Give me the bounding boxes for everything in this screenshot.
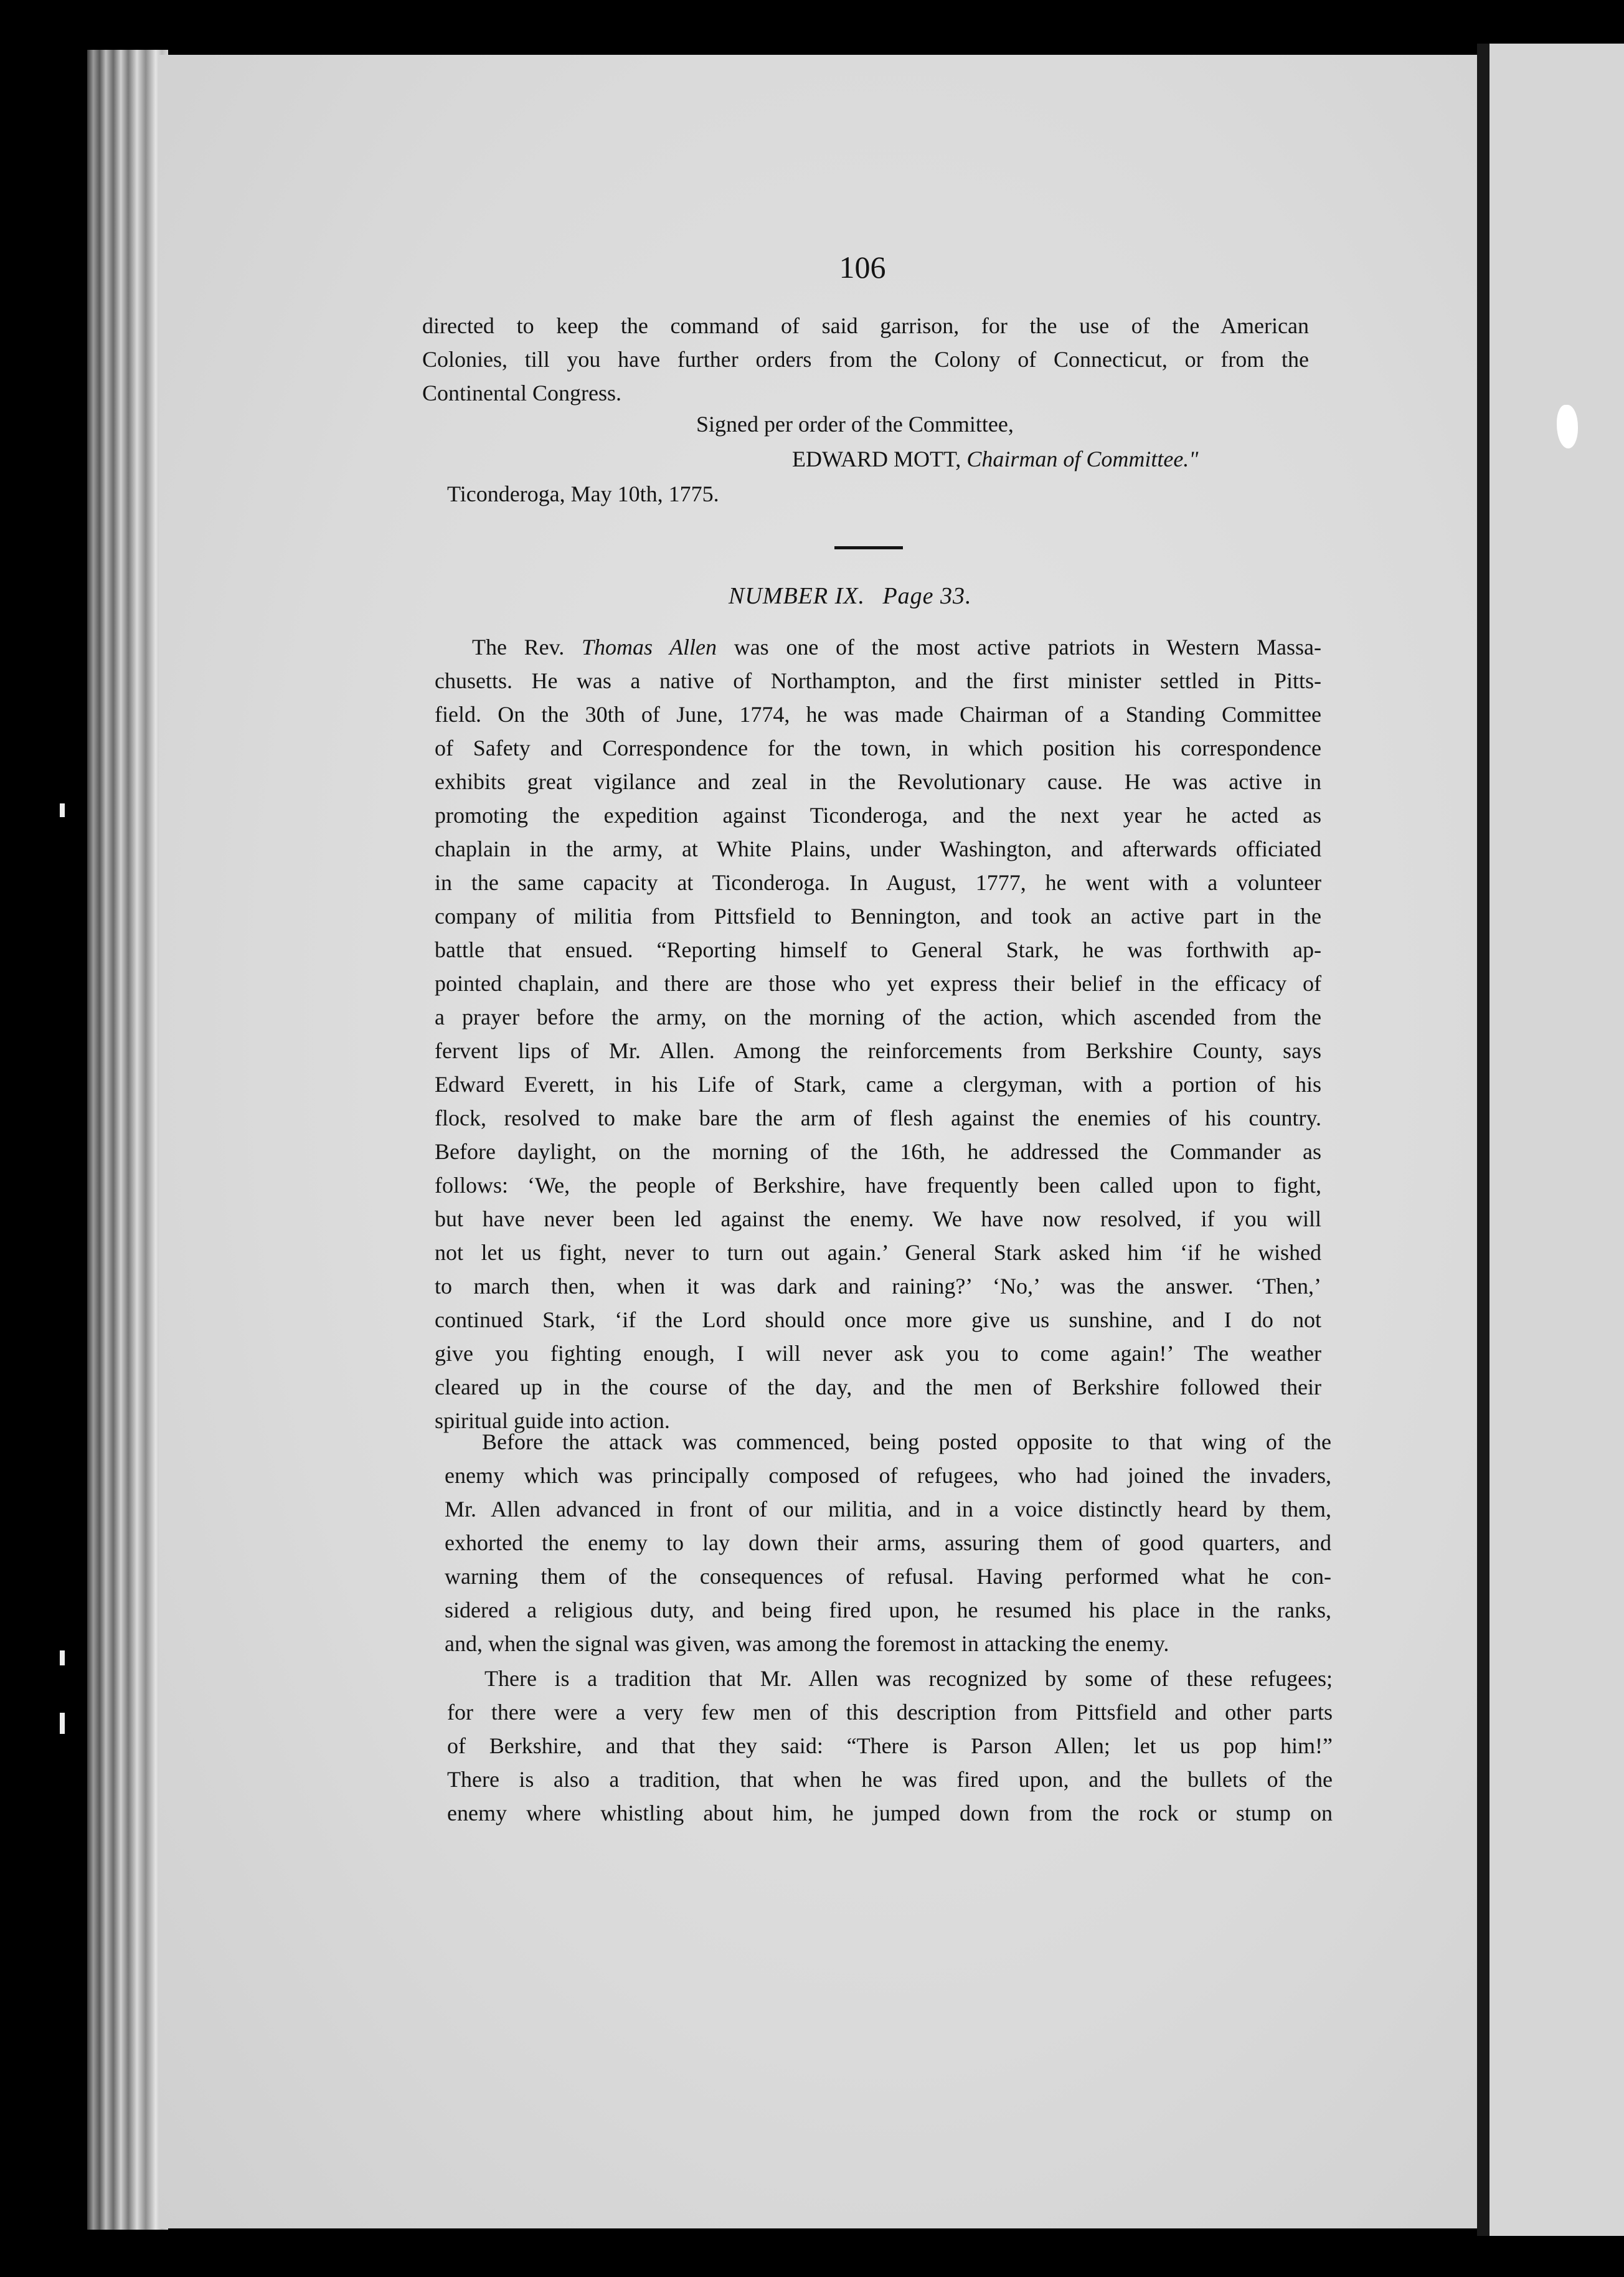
text-segment: fervent lips of Mr. Allen. Among the reinforcements from Berkshire County, says <box>435 1038 1321 1063</box>
text-line <box>435 1101 1321 1135</box>
text-line: enemy where whistling about him, he jumped down from the rock or stump on <box>447 1801 1333 1825</box>
text-line <box>435 1269 1321 1303</box>
text-segment: follows: ‘We, the people of Berkshire, have frequently been called upon to fight, <box>435 1173 1321 1198</box>
opening-text <box>422 309 1309 410</box>
text-segment: promoting the expedition against Ticonderoga, and the next year he acted as <box>435 803 1321 828</box>
text-segment: Before daylight, on the morning of the 16th, he addressed the Commander as <box>435 1139 1321 1164</box>
text-line <box>435 1135 1321 1168</box>
scan-speck <box>60 803 65 817</box>
text-line <box>435 731 1321 765</box>
text-segment: to march then, when it was dark and raining?’ ‘No,’ was the answer. ‘Then,’ <box>435 1274 1321 1299</box>
text-line <box>435 832 1321 866</box>
text-line: There is a tradition that Mr. Allen was recognized by some of these refugees; <box>484 1666 1333 1691</box>
text-segment: chaplain in the army, at White Plains, under Washington, and afterwards officiated <box>435 836 1321 861</box>
text-segment: battle that ensued. “Reporting himself to General Stark, he was forthwith ap- <box>435 937 1321 962</box>
paragraph-2 <box>445 1425 1331 1660</box>
text-line: for there were a very few men of this description from Pittsfield and other parts <box>447 1700 1333 1725</box>
scan-speck <box>60 1650 65 1665</box>
section-rule <box>834 546 903 549</box>
text-line: Mr. Allen advanced in front of our militia, and in a voice distinctly heard by them, <box>445 1497 1331 1522</box>
section-heading <box>729 582 972 610</box>
text-segment: in the same capacity at Ticonderoga. In August, 1777, he went with a volunteer <box>435 870 1321 895</box>
text-line: of Berkshire, and that they said: “There is Parson Allen; let us pop him!” <box>447 1733 1333 1758</box>
text-line <box>435 866 1321 899</box>
text-line <box>435 630 1321 664</box>
text-line <box>435 967 1321 1000</box>
text-line <box>435 765 1321 798</box>
text-line <box>435 1337 1321 1370</box>
text-segment: flock, resolved to make bare the arm of flesh against the enemies of his country. <box>435 1105 1321 1130</box>
scan-speck <box>1557 405 1578 448</box>
text-line: Colonies, till you have further orders from the Colony of Connecticut, or from the <box>422 347 1309 372</box>
text-line: There is also a tradition, that when he was fired upon, and the bullets of the <box>447 1767 1333 1792</box>
text-segment: field. On the 30th of June, 1774, he was made Chairman of a Standing Committee <box>435 702 1321 727</box>
text-segment: not let us fight, never to turn out again.’ General Stark asked him ‘if he wished <box>435 1240 1321 1265</box>
text-segment: but have never been led against the enemy. We have now resolved, if you will <box>435 1206 1321 1231</box>
text-line: directed to keep the command of said garrison, for the use of the American <box>422 313 1309 338</box>
text-line <box>435 1034 1321 1067</box>
text-line <box>435 1168 1321 1202</box>
signature-line <box>792 446 1198 472</box>
text-line <box>435 1370 1321 1404</box>
signatory-title: Chairman of Committee." <box>966 447 1199 471</box>
text-line <box>435 798 1321 832</box>
text-segment: pointed chaplain, and there are those who yet express their belief in the efficacy of <box>435 971 1321 996</box>
text-segment: company of militia from Pittsfield to Bennington, and took an active part in the <box>435 904 1321 929</box>
signatory-name: EDWARD MOTT, <box>792 447 961 471</box>
text-line <box>435 933 1321 967</box>
text-line: Continental Congress. <box>422 381 621 405</box>
text-line: warning them of the consequences of refusal. Having performed what he con- <box>445 1564 1331 1589</box>
place-date: Ticonderoga, May 10th, 1775. <box>447 481 719 506</box>
text-line <box>435 1000 1321 1034</box>
scan-speck <box>60 1713 65 1734</box>
text-line: Before the attack was commenced, being posted opposite to that wing of the <box>482 1429 1331 1454</box>
text-line: enemy which was principally composed of refugees, who had joined the invaders, <box>445 1463 1331 1488</box>
text-segment: The Rev. <box>472 635 582 660</box>
person-name: Thomas Allen <box>581 635 717 660</box>
book-gutter <box>1477 44 1491 2236</box>
text-segment: chusetts. He was a native of Northampton, and the first minister settled in Pitts- <box>435 668 1321 693</box>
paragraph-3 <box>447 1662 1333 1830</box>
text-segment: exhibits great vigilance and zeal in the Revolutionary cause. He was active in <box>435 769 1321 794</box>
text-segment: Edward Everett, in his Life of Stark, came a clergyman, with a portion of his <box>435 1072 1321 1097</box>
text-line <box>435 899 1321 933</box>
paragraph-1 <box>435 630 1321 1437</box>
text-segment: continued Stark, ‘if the Lord should once more give us sunshine, and I do not <box>435 1307 1321 1332</box>
page-edges <box>87 50 168 2230</box>
text-line <box>435 698 1321 731</box>
text-line <box>435 1202 1321 1236</box>
heading-number: NUMBER IX. <box>729 583 865 609</box>
heading-page: Page 33. <box>882 583 972 609</box>
text-segment: give you fighting enough, I will never ask you to come again!’ The weather <box>435 1341 1321 1366</box>
text-line <box>435 1236 1321 1269</box>
facing-page <box>1489 44 1624 2236</box>
text-line: exhorted the enemy to lay down their arms, assuring them of good quarters, and <box>445 1530 1331 1555</box>
text-segment: spiritual guide into action. <box>435 1408 670 1433</box>
text-segment: cleared up in the course of the day, and the men of Berkshire followed their <box>435 1375 1321 1399</box>
text-line <box>435 1067 1321 1101</box>
text-line: and, when the signal was given, was among the foremost in attacking the enemy. <box>445 1631 1169 1656</box>
page-number: 106 <box>839 250 886 285</box>
text-line <box>435 1303 1321 1337</box>
text-segment: was one of the most active patriots in Western Massa- <box>717 635 1322 660</box>
signed-line: Signed per order of the Committee, <box>696 412 1014 437</box>
text-segment: a prayer before the army, on the morning of the action, which ascended from the <box>435 1005 1321 1030</box>
text-line: sidered a religious duty, and being fired upon, he resumed his place in the ranks, <box>445 1598 1331 1622</box>
text-line <box>435 664 1321 698</box>
text-segment: of Safety and Correspondence for the town, in which position his correspondence <box>435 736 1321 760</box>
